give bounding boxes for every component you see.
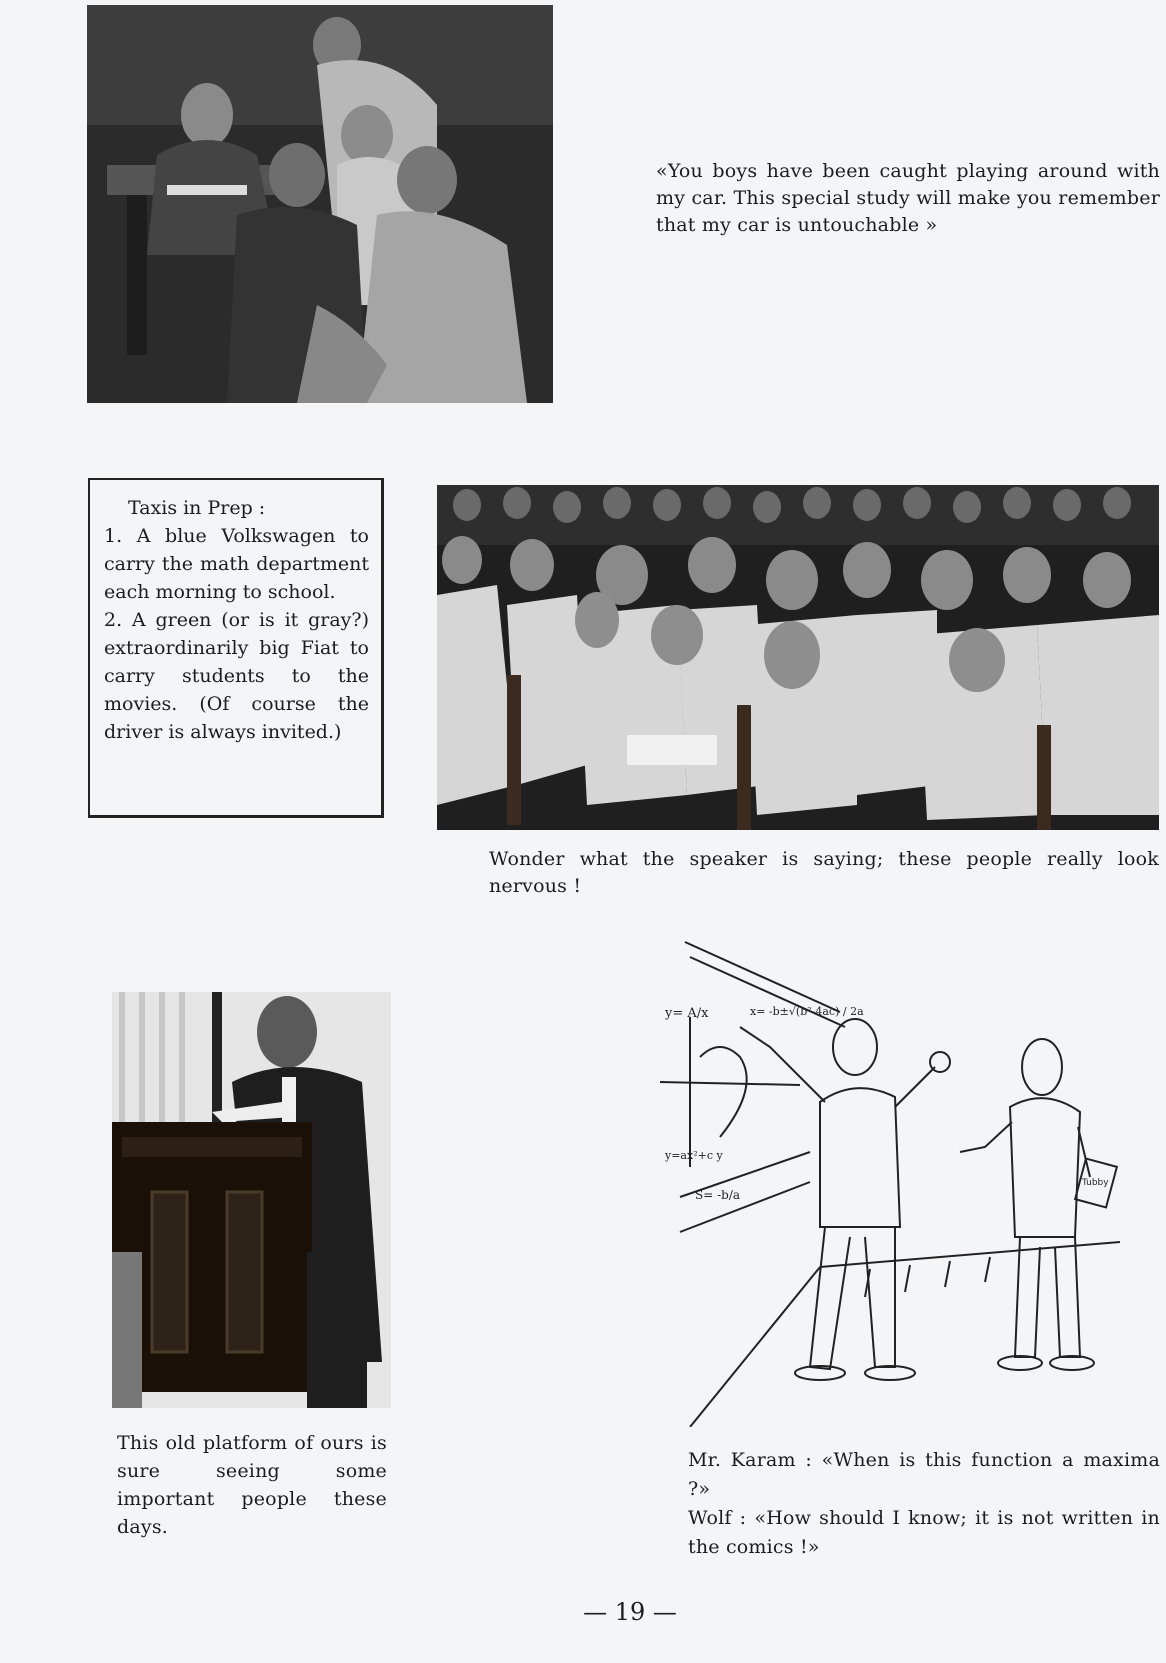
cartoon-drawing — [660, 937, 1120, 1427]
caption-cartoon — [688, 1446, 1160, 1562]
caption-special-study — [656, 158, 1160, 239]
board-formula-2: x= -b±√(b²-4ac) / 2a — [750, 1005, 864, 1018]
board-formula-1: y= A/x — [665, 1006, 709, 1021]
page-number: — 19 — — [583, 1598, 677, 1626]
caption-cartoon-line-1: Mr. Karam : «When is this function a maxima ?» — [688, 1449, 1160, 1500]
taxis-box — [88, 478, 384, 818]
caption-special-study-text: «You boys have been caught playing around with my car. This special study will make you remember that my car is untouchable » — [656, 160, 1160, 236]
taxis-item-2: 2. A green (or is it gray?) extraordinarily big Fiat to carry students to the movies. (Of course the driver is always invited.) — [104, 609, 369, 743]
photo-platform — [112, 992, 391, 1408]
board-formula-3: y=ax²+c y — [665, 1149, 723, 1162]
taxis-item-1: 1. A blue Volkswagen to carry the math department each morning to school. — [104, 525, 369, 603]
caption-audience-text: Wonder what the speaker is saying; these people really look nervous ! — [489, 848, 1159, 897]
caption-cartoon-line-2: Wolf : «How should I know; it is not written in the comics !» — [688, 1507, 1160, 1558]
photo-audience — [437, 485, 1159, 830]
comic-label: Tubby — [1082, 1178, 1109, 1188]
taxis-box-title: Taxis in Prep : — [128, 497, 266, 519]
photo-special-study — [87, 5, 553, 403]
caption-audience — [489, 846, 1159, 900]
board-formula-4: S= -b/a — [695, 1188, 741, 1202]
caption-platform — [117, 1429, 387, 1541]
caption-platform-text: This old platform of ours is sure seeing some important people these days. — [117, 1432, 387, 1538]
